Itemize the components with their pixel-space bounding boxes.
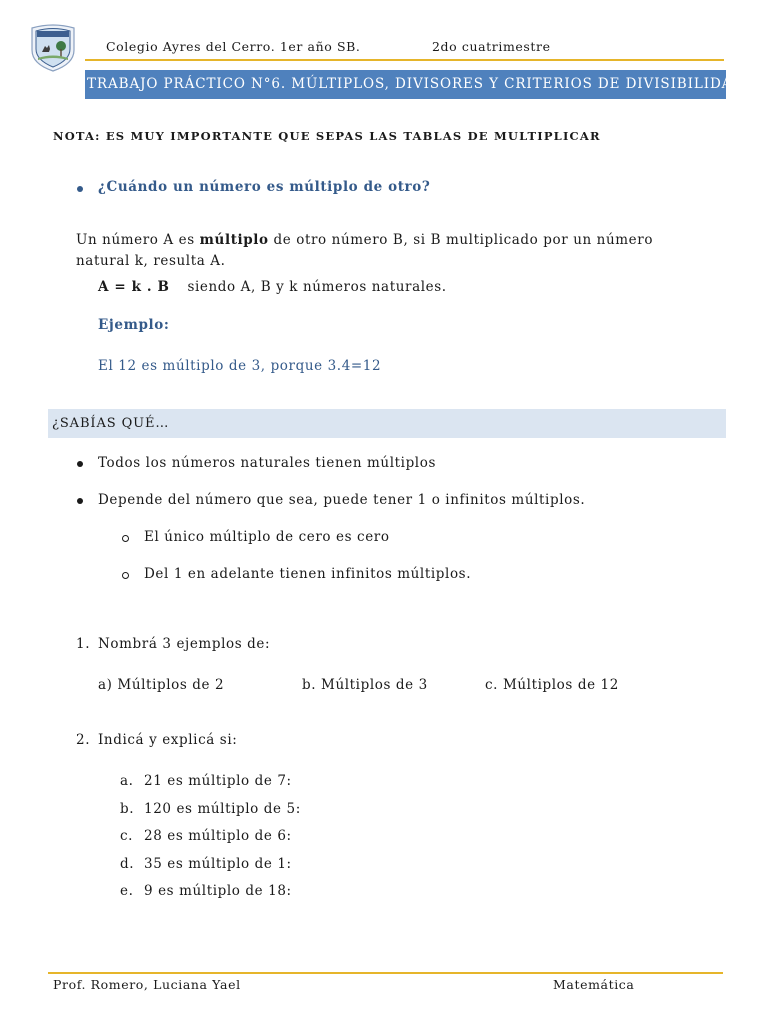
teacher-name: Prof. Romero, Luciana Yael — [53, 977, 241, 992]
exercise-number: 2. — [76, 732, 91, 748]
example-label: Ejemplo: — [98, 317, 170, 333]
fact-item: Todos los números naturales tienen múltiplos — [98, 455, 436, 471]
page-title: TRABAJO PRÁCTICO N°6. MÚLTIPLOS, DIVISORES Y CRITERIOS DE DIVISIBILIDAD — [85, 70, 726, 99]
bullet-icon — [77, 498, 83, 504]
exercise-number: 1. — [76, 636, 91, 652]
list-letter: e. — [120, 883, 134, 899]
fact-sub-item: Del 1 en adelante tienen infinitos múltiplos. — [144, 566, 472, 582]
exercise-2-item: 120 es múltiplo de 5: — [144, 801, 301, 817]
list-letter: c. — [120, 828, 134, 844]
bullet-icon — [77, 186, 83, 192]
exercise-2-item: 21 es múltiplo de 7: — [144, 773, 292, 789]
exercise-2-item: 35 es múltiplo de 1: — [144, 856, 292, 872]
exercise-2-prompt: Indicá y explicá si: — [98, 732, 238, 748]
school-name: Colegio Ayres del Cerro. 1er año SB. — [106, 39, 361, 54]
list-letter: a. — [120, 773, 134, 789]
formula-line — [98, 279, 447, 295]
exercise-1-item: b. Múltiplos de 3 — [302, 677, 428, 693]
exercise-1-item: a) Múltiplos de 2 — [98, 677, 225, 693]
sub-bullet-icon — [122, 535, 129, 542]
definition-bold-term: múltiplo — [199, 232, 269, 248]
example-text: El 12 es múltiplo de 3, porque 3.4=12 — [98, 358, 382, 374]
definition-paragraph — [76, 230, 676, 272]
definition-text-after: de otro número B, si B multiplicado por un número natural k, resulta A. — [76, 232, 654, 269]
fact-item: Depende del número que sea, puede tener 1 o infinitos múltiplos. — [98, 492, 586, 508]
sub-bullet-icon — [122, 572, 129, 579]
exercise-2-item: 28 es múltiplo de 6: — [144, 828, 292, 844]
list-letter: b. — [120, 801, 135, 817]
footer-divider — [48, 972, 723, 974]
list-letter: d. — [120, 856, 135, 872]
note-text: NOTA: ES MUY IMPORTANTE QUE SEPAS LAS TABLAS DE MULTIPLICAR — [53, 129, 601, 143]
question-heading: ¿Cuándo un número es múltiplo de otro? — [98, 179, 431, 195]
exercise-1-prompt: Nombrá 3 ejemplos de: — [98, 636, 271, 652]
formula-description: siendo A, B y k números naturales. — [187, 279, 447, 295]
exercise-2-item: 9 es múltiplo de 18: — [144, 883, 292, 899]
header-divider — [85, 59, 724, 61]
definition-text-before: Un número A es — [76, 232, 200, 248]
subject-name: Matemática — [553, 977, 635, 992]
formula-expression: A = k . B — [98, 279, 170, 295]
did-you-know-heading: ¿SABÍAS QUÉ… — [48, 409, 726, 438]
exercise-1-item: c. Múltiplos de 12 — [485, 677, 619, 693]
bullet-icon — [77, 461, 83, 467]
school-logo-icon — [28, 22, 78, 72]
term-label: 2do cuatrimestre — [432, 39, 551, 54]
fact-sub-item: El único múltiplo de cero es cero — [144, 529, 390, 545]
